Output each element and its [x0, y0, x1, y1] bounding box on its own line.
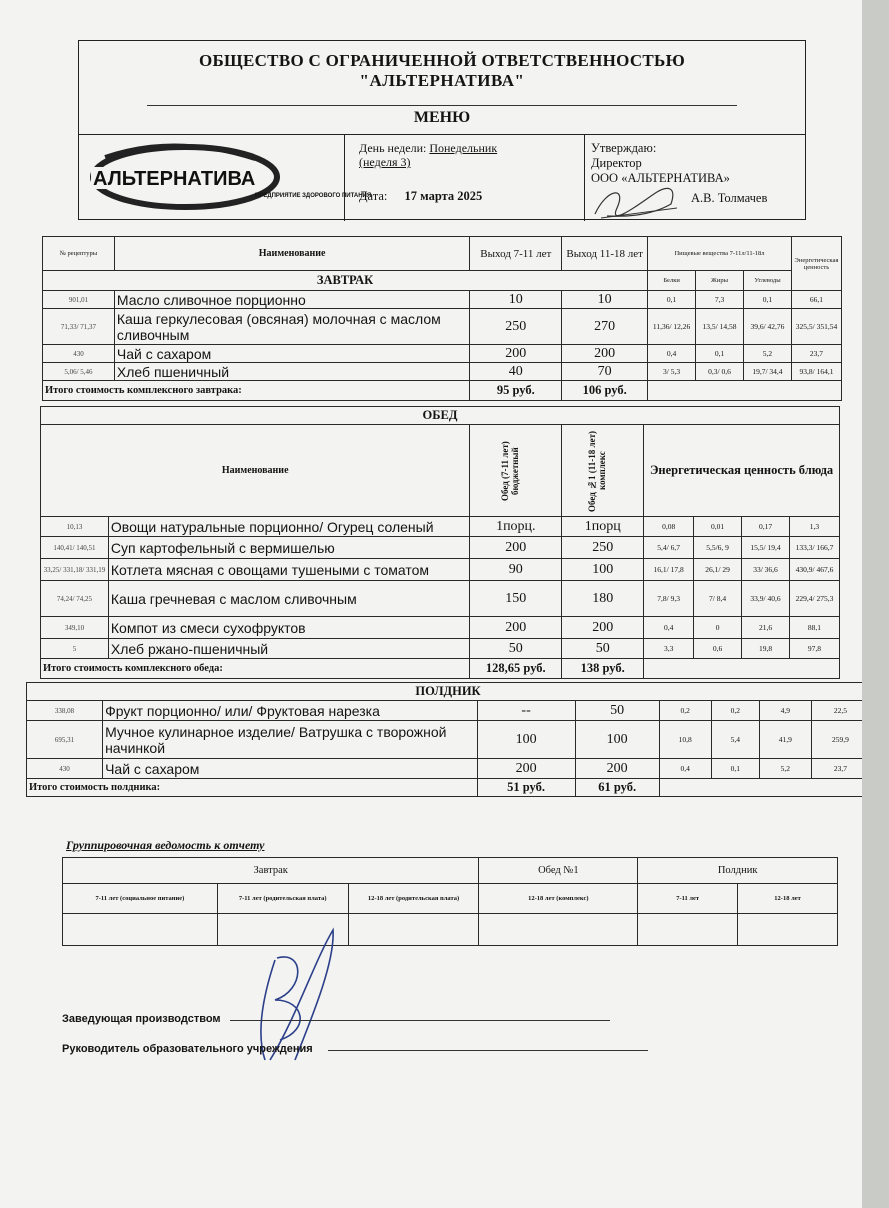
output-11-18: 50	[575, 701, 659, 721]
fat: 0	[694, 617, 742, 639]
group-col: 12-18 лет (родительская плата)	[348, 884, 479, 914]
output-7-11: 1порц.	[470, 517, 562, 537]
recipe-code: 349,10	[41, 617, 109, 639]
dish-name: Мучное кулинарное изделие/ Ватрушка с творожной начинкой	[103, 721, 477, 759]
output-7-11: 250	[470, 309, 562, 345]
breakfast-row	[43, 345, 842, 363]
fat: 7/ 8,4	[694, 581, 742, 617]
energy: 97,8	[789, 639, 839, 659]
carb: 5,2	[759, 759, 811, 779]
col-recipe-no: № рецептуры	[43, 237, 115, 271]
lunch-row	[41, 559, 840, 581]
col-lunch-7-11: Обед (7-11 лет) бюджетный	[499, 440, 520, 501]
recipe-code: 5	[41, 639, 109, 659]
output-7-11: 200	[477, 759, 575, 779]
fat: 0,2	[711, 701, 759, 721]
lunch-total-label: Итого стоимость комплексного обеда:	[41, 659, 470, 679]
carb: 33/ 36,6	[742, 559, 790, 581]
dish-name: Хлеб пшеничный	[114, 363, 469, 381]
energy: 325,5/ 351,54	[791, 309, 841, 345]
snack-total-7-11: 51 руб.	[477, 779, 575, 797]
lunch-row	[41, 617, 840, 639]
dish-name: Чай с сахаром	[103, 759, 477, 779]
fat: 7,3	[696, 291, 744, 309]
logo-subtitle: ПРЕДПРИЯТИЕ ЗДОРОВОГО ПИТАНИЯ	[255, 193, 372, 199]
col-carb: Углеводы	[743, 271, 791, 291]
head-school-label: Руководитель образовательного учреждения	[62, 1043, 313, 1055]
col-nutrients: Пищевые вещества 7-11л/11-18л	[648, 237, 792, 271]
protein: 0,4	[648, 345, 696, 363]
recipe-code: 430	[43, 345, 115, 363]
protein: 10,8	[659, 721, 711, 759]
fat: 5,5/6, 9	[694, 537, 742, 559]
energy: 430,9/ 467,6	[789, 559, 839, 581]
section-snack: ПОЛДНИК	[27, 683, 870, 701]
group-cell[interactable]	[479, 914, 638, 946]
group-cell[interactable]	[348, 914, 479, 946]
energy: 229,4/ 275,3	[789, 581, 839, 617]
fat: 0,3/ 0,6	[696, 363, 744, 381]
lunch-table	[40, 406, 840, 679]
carb: 19,8	[742, 639, 790, 659]
energy: 23,7	[791, 345, 841, 363]
output-11-18: 10	[562, 291, 648, 309]
director-name: А.В. Толмачев	[691, 191, 768, 205]
energy: 93,8/ 164,1	[791, 363, 841, 381]
group-lunch: Обед №1	[479, 858, 638, 884]
lunch-row	[41, 537, 840, 559]
lunch-row	[41, 581, 840, 617]
breakfast-row	[43, 309, 842, 345]
breakfast-total-7-11: 95 руб.	[470, 381, 562, 401]
divider	[584, 134, 585, 221]
carb: 33,9/ 40,6	[742, 581, 790, 617]
doc-title: МЕНЮ	[413, 109, 471, 126]
output-11-18: 50	[562, 639, 644, 659]
divider	[344, 134, 345, 221]
recipe-code: 33,25/ 331,18/ 331,19	[41, 559, 109, 581]
group-cell[interactable]	[738, 914, 838, 946]
group-col: 7-11 лет (родительская плата)	[217, 884, 348, 914]
group-col: 7-11 лет	[638, 884, 738, 914]
output-11-18: 200	[562, 345, 648, 363]
output-11-18: 100	[562, 559, 644, 581]
grouping-title: Группировочная ведомость к отчету	[66, 838, 265, 852]
carb: 15,5/ 19,4	[742, 537, 790, 559]
breakfast-row	[43, 363, 842, 381]
approval-block: Утверждаю: Директор ООО «АЛЬТЕРНАТИВА»	[591, 141, 730, 185]
org-name-line1: ОБЩЕСТВО С ОГРАНИЧЕННОЙ ОТВЕТСТВЕННОСТЬЮ	[198, 51, 686, 70]
snack-row	[27, 721, 870, 759]
output-7-11: 150	[470, 581, 562, 617]
menu-header	[78, 40, 806, 220]
carb: 41,9	[759, 721, 811, 759]
menu-date: Дата: 17 марта 2025	[359, 189, 483, 203]
fat: 26,1/ 29	[694, 559, 742, 581]
divider	[79, 134, 805, 135]
group-col: 12-18 лет	[738, 884, 838, 914]
fat: 0,01	[694, 517, 742, 537]
protein: 5,4/ 6,7	[644, 537, 694, 559]
dish-name: Фрукт порционно/ или/ Фруктовая нарезка	[103, 701, 477, 721]
output-11-18: 180	[562, 581, 644, 617]
protein: 0,4	[644, 617, 694, 639]
recipe-code: 901,01	[43, 291, 115, 309]
group-breakfast: Завтрак	[63, 858, 479, 884]
col-output-7-11: Выход 7-11 лет	[470, 237, 562, 271]
carb: 39,6/ 42,76	[743, 309, 791, 345]
output-7-11: --	[477, 701, 575, 721]
output-11-18: 1порц	[562, 517, 644, 537]
energy: 88,1	[789, 617, 839, 639]
divider	[147, 105, 737, 106]
energy: 66,1	[791, 291, 841, 309]
snack-row	[27, 701, 870, 721]
col-output-11-18: Выход 11-18 лет	[562, 237, 648, 271]
snack-total-11-18: 61 руб.	[575, 779, 659, 797]
recipe-code: 71,33/ 71,37	[43, 309, 115, 345]
recipe-code: 430	[27, 759, 103, 779]
col-fat: Жиры	[696, 271, 744, 291]
section-breakfast: ЗАВТРАК	[43, 271, 648, 291]
output-7-11: 10	[470, 291, 562, 309]
recipe-code: 5,06/ 5,46	[43, 363, 115, 381]
group-snack: Полдник	[638, 858, 838, 884]
carb: 0,1	[743, 291, 791, 309]
lunch-row	[41, 639, 840, 659]
output-7-11: 200	[470, 617, 562, 639]
carb: 21,6	[742, 617, 790, 639]
protein: 7,8/ 9,3	[644, 581, 694, 617]
energy: 1,3	[789, 517, 839, 537]
col-name: Наименование	[114, 237, 469, 271]
energy: 259,9	[811, 721, 869, 759]
output-7-11: 200	[470, 345, 562, 363]
signature-line	[328, 1050, 648, 1051]
breakfast-total-label: Итого стоимость комплексного завтрака:	[43, 381, 470, 401]
carb: 0,17	[742, 517, 790, 537]
carb: 5,2	[743, 345, 791, 363]
energy: 23,7	[811, 759, 869, 779]
breakfast-row	[43, 291, 842, 309]
dish-name: Масло сливочное порционно	[114, 291, 469, 309]
grouping-table	[62, 857, 838, 946]
day-of-week: День недели: Понедельник (неделя 3)	[359, 141, 498, 169]
col-name: Наименование	[41, 425, 470, 517]
group-cell[interactable]	[638, 914, 738, 946]
recipe-code: 10,13	[41, 517, 109, 537]
breakfast-table	[42, 236, 842, 401]
protein: 16,1/ 17,8	[644, 559, 694, 581]
fat: 5,4	[711, 721, 759, 759]
breakfast-total-11-18: 106 руб.	[562, 381, 648, 401]
energy: 22,5	[811, 701, 869, 721]
output-11-18: 100	[575, 721, 659, 759]
output-7-11: 200	[470, 537, 562, 559]
lunch-total-7-11: 128,65 руб.	[470, 659, 562, 679]
dish-name: Компот из смеси сухофруктов	[108, 617, 469, 639]
fat: 0,1	[711, 759, 759, 779]
dish-name: Каша гречневая с маслом сливочным	[108, 581, 469, 617]
group-cell[interactable]	[63, 914, 218, 946]
recipe-code: 695,31	[27, 721, 103, 759]
snack-total-label: Итого стоимость полдника:	[27, 779, 478, 797]
group-col: 7-11 лет (социальное питание)	[63, 884, 218, 914]
fat: 13,5/ 14,58	[696, 309, 744, 345]
protein: 0,4	[659, 759, 711, 779]
signature-line	[230, 1020, 610, 1021]
output-11-18: 270	[562, 309, 648, 345]
company-logo	[85, 139, 372, 215]
output-11-18: 200	[575, 759, 659, 779]
recipe-code: 338,08	[27, 701, 103, 721]
protein: 0,08	[644, 517, 694, 537]
output-11-18: 250	[562, 537, 644, 559]
protein: 11,36/ 12,26	[648, 309, 696, 345]
recipe-code: 74,24/ 74,25	[41, 581, 109, 617]
col-protein: Белки	[648, 271, 696, 291]
col-lunch-11-18: Обед №1 (11-18 лет) комплекс	[586, 429, 607, 512]
col-energy-dish: Энергетическая ценность блюда	[644, 425, 840, 517]
protein: 0,2	[659, 701, 711, 721]
lunch-row	[41, 517, 840, 537]
head-production-label: Заведующая производством	[62, 1013, 221, 1025]
section-lunch: ОБЕД	[41, 407, 840, 425]
output-7-11: 100	[477, 721, 575, 759]
output-7-11: 50	[470, 639, 562, 659]
dish-name: Хлеб ржано-пшеничный	[108, 639, 469, 659]
energy: 133,3/ 166,7	[789, 537, 839, 559]
output-11-18: 70	[562, 363, 648, 381]
dish-name: Суп картофельный с вермишелью	[108, 537, 469, 559]
group-col: 12-18 лет (комплекс)	[479, 884, 638, 914]
carb: 19,7/ 34,4	[743, 363, 791, 381]
logo-text: АЛЬТЕРНАТИВА	[93, 168, 256, 190]
snack-row	[27, 759, 870, 779]
dish-name: Каша геркулесовая (овсяная) молочная с маслом сливочным	[114, 309, 469, 345]
protein: 3/ 5,3	[648, 363, 696, 381]
col-energy: Энергетическая ценность	[791, 237, 841, 291]
output-7-11: 90	[470, 559, 562, 581]
protein: 3,3	[644, 639, 694, 659]
output-7-11: 40	[470, 363, 562, 381]
fat: 0,1	[696, 345, 744, 363]
fat: 0,6	[694, 639, 742, 659]
org-name-line2: "АЛЬТЕРНАТИВА"	[359, 71, 525, 90]
carb: 4,9	[759, 701, 811, 721]
recipe-code: 140,41/ 140,51	[41, 537, 109, 559]
dish-name: Овощи натуральные порционно/ Огурец соленый	[108, 517, 469, 537]
dish-name: Чай с сахаром	[114, 345, 469, 363]
lunch-total-11-18: 138 руб.	[562, 659, 644, 679]
output-11-18: 200	[562, 617, 644, 639]
dish-name: Котлета мясная с овощами тушеными с томатом	[108, 559, 469, 581]
snack-table	[26, 682, 870, 797]
protein: 0,1	[648, 291, 696, 309]
director-signature	[587, 178, 687, 222]
